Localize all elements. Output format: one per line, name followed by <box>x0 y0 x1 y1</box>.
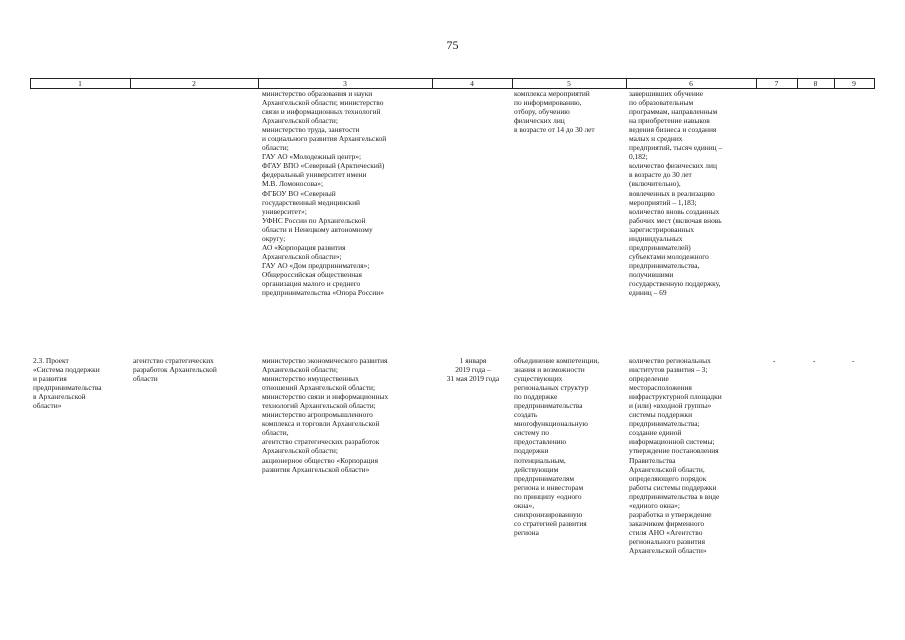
header-col-9: 9 <box>852 79 856 88</box>
row2-col8-dash: - <box>813 356 816 365</box>
row2-project-name: 2.3. Проект «Система поддержки и развития предпринимательства в Архангельской области» <box>33 356 102 411</box>
row2-col7-dash: - <box>773 356 776 365</box>
header-col-1: 1 <box>78 79 82 88</box>
row1-participants: министерство образования и науки Архангельской области; министерство связи и информационных технологий Архангельской области; министерство труда, занятости и социального развития Архангельской области; ГАУ АО «Молодежный центр»; ФГАУ ВПО «Северный (Арктический) федеральный университет имени М.В. Ломоносова»; ФГБОУ ВО «Северный государственный медицинский университет»; УФНС России по Архангельской области и Ненецкому автономному округу; АО «Корпорация развития Архангельской области»; ГАУ АО «Дом предпринимателя»; Общероссийская общественная организация малого и среднего предпринимательства «Опора России» <box>262 89 387 298</box>
header-col-3: 3 <box>343 79 347 88</box>
header-right-border <box>874 78 875 88</box>
row2-content: объединение компетенции, знания и возможности существующих региональных структур по поддержке предпринимательства создать многофункциональную систему по предоставлению поддержки потенциальным, действующим предпринимателям региона и инвесторам по принципу «одного окна», синхронизированную со стратегией развития региона <box>514 356 600 537</box>
header-col-7: 7 <box>774 79 779 88</box>
row2-period: 1 января 2019 года – 31 мая 2019 года <box>446 356 500 384</box>
row2-responsible: агентство стратегических разработок Архангельской области <box>133 356 217 384</box>
header-bottom-rule <box>30 88 875 89</box>
page-number: 75 <box>446 38 459 52</box>
row2-indicators: количество региональных институтов развития – 3; определение месторасположения инфраструктурной площадки и (или) «входной группы» системы поддержки предпринимательства; создание единой информационной системы; утверждение постановления Правительства Архангельской области, определяющего порядок работы системы поддержки предпринимательства в виде «единого окна»; разработка и утверждение заказчиком фирменного стиля АНО «Агентство регионального развития Архангельской области» <box>629 356 722 555</box>
row1-content: комплекса мероприятий по информированию, отбору, обучению физических лиц в возрасте от 14 до 30 лет <box>514 89 595 135</box>
header-col-5: 5 <box>567 79 571 88</box>
header-col-4: 4 <box>470 79 474 88</box>
header-col-6: 6 <box>689 79 693 88</box>
header-col-8: 8 <box>813 79 818 88</box>
row1-indicators: завершивших обучение по образовательным программам, направленным на приобретение навыков ведения бизнеса и создания малых и средних предприятий, тысяч единиц – 0,182; количество физических лиц в возрасте до 30 лет (включительно), вовлеченных в реализацию мероприятий – 1,183; количество вновь созданных рабочих мест (включая вновь зарегистрированных индивидуальных предпринимателей) субъектами молодежного предпринимательства, получившими государственную поддержку, единиц – 69 <box>629 89 723 298</box>
row2-col9-dash: - <box>852 356 855 365</box>
row2-participants: министерство экономического развития Архангельской области; министерство имущественных отношений Архангельской области; министерство связи и информационных технологий Архангельской области; министерство агропромышленного комплекса и торговли Архангельской области, агентство стратегических разработок Архангельской области; акционерное общество «Корпорация развития Архангельской области» <box>262 356 389 474</box>
header-col-2: 2 <box>192 79 196 88</box>
